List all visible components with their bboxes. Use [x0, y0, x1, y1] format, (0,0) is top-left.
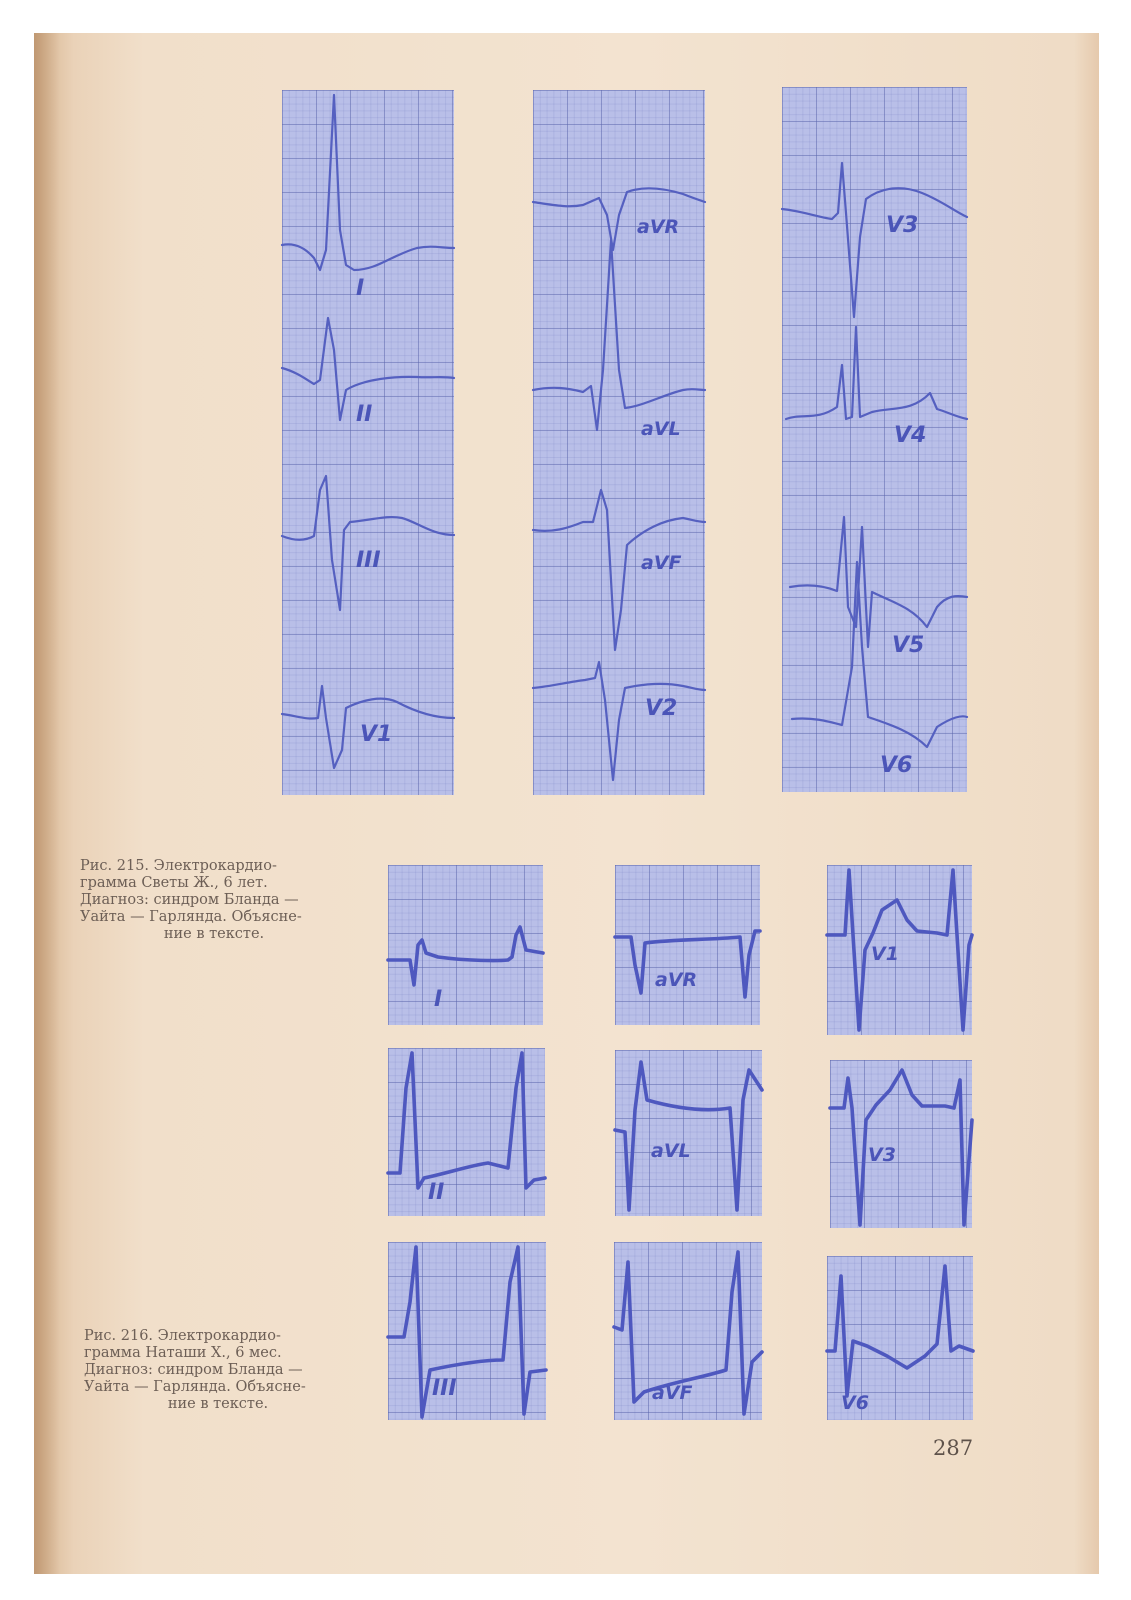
trace-lead-aVL	[533, 240, 705, 430]
ecg-panel-216-V3	[830, 1060, 972, 1228]
trace-lead-V6	[792, 562, 967, 747]
caption-216-line-4: Уайта — Гарлянда. Объясне-	[84, 1379, 306, 1395]
lead-label-216-aVL: aVL	[651, 1140, 691, 1162]
lead-label-aVL: aVL	[641, 418, 681, 440]
caption-216-line-3: Диагноз: синдром Бланда —	[84, 1362, 303, 1378]
lead-label-V2: V2	[645, 696, 678, 721]
lead-label-V5: V5	[892, 633, 925, 658]
ecg-panel-216-aVL	[615, 1050, 762, 1216]
caption-216-line-2: грамма Наташи Х., 6 мес.	[84, 1345, 282, 1361]
ecg-strip-augmented-leads	[533, 90, 705, 795]
lead-label-aVF: aVF	[641, 552, 682, 574]
trace-216-aVR	[615, 865, 760, 1025]
trace-216-aVL	[615, 1050, 762, 1216]
ecg-panel-216-III	[388, 1242, 546, 1420]
lead-label-216-I: I	[434, 987, 443, 1012]
caption-216-line-1: Рис. 216. Электрокардио-	[84, 1328, 281, 1344]
ecg-panel-216-V6	[827, 1256, 973, 1420]
ecg-traces-chest	[782, 87, 967, 792]
lead-label-216-III: III	[432, 1376, 457, 1401]
trace-216-III	[388, 1242, 546, 1420]
lead-label-216-aVR: aVR	[655, 969, 698, 991]
trace-216-V3	[830, 1060, 972, 1228]
ecg-panel-216-V1	[827, 865, 972, 1035]
trace-216-I	[388, 865, 543, 1025]
trace-lead-aVR	[533, 188, 705, 250]
trace-lead-I	[282, 95, 454, 270]
trace-lead-V5	[790, 517, 967, 647]
lead-label-V6: V6	[880, 753, 913, 778]
ecg-strip-limb-leads	[282, 90, 454, 795]
lead-label-V4: V4	[894, 423, 927, 448]
trace-lead-V4	[786, 327, 967, 419]
ecg-panel-216-II	[388, 1048, 545, 1216]
lead-label-216-II: II	[428, 1180, 445, 1205]
caption-215-line-5: ние в тексте.	[163, 926, 265, 942]
lead-label-216-V6: V6	[841, 1392, 869, 1414]
lead-label-aVR: aVR	[637, 216, 680, 238]
caption-215-line-1: Рис. 215. Электрокардио-	[80, 858, 277, 874]
lead-label-216-V3: V3	[868, 1144, 896, 1166]
figure-216-caption	[84, 1328, 352, 1413]
caption-215-line-3: Диагноз: синдром Бланда —	[80, 892, 299, 908]
ecg-panel-216-aVF	[614, 1242, 762, 1420]
trace-lead-V2	[533, 662, 705, 780]
ecg-traces-augmented	[533, 90, 705, 795]
ecg-traces-limb	[282, 90, 454, 795]
ecg-strip-chest-leads	[782, 87, 967, 792]
page-spine-shadow	[34, 33, 60, 1574]
ecg-panel-216-I	[388, 865, 543, 1025]
trace-216-II	[388, 1048, 545, 1216]
caption-215-line-4: Уайта — Гарлянда. Объясне-	[80, 909, 302, 925]
ecg-panel-216-aVR	[615, 865, 760, 1025]
figure-215-caption	[80, 858, 348, 943]
lead-label-V1: V1	[360, 722, 393, 747]
lead-label-II: II	[356, 402, 373, 427]
trace-216-V1	[827, 865, 972, 1035]
trace-lead-V3	[782, 163, 967, 317]
lead-label-III: III	[356, 548, 381, 573]
caption-215-line-2: грамма Светы Ж., 6 лет.	[80, 875, 268, 891]
page-number: 287	[933, 1436, 974, 1460]
lead-label-216-V1: V1	[871, 943, 899, 965]
lead-label-V3: V3	[886, 213, 919, 238]
trace-lead-III	[282, 476, 454, 610]
lead-label-I: I	[356, 276, 365, 301]
lead-label-216-aVF: aVF	[652, 1382, 693, 1404]
caption-216-line-5: ние в тексте.	[167, 1396, 269, 1412]
